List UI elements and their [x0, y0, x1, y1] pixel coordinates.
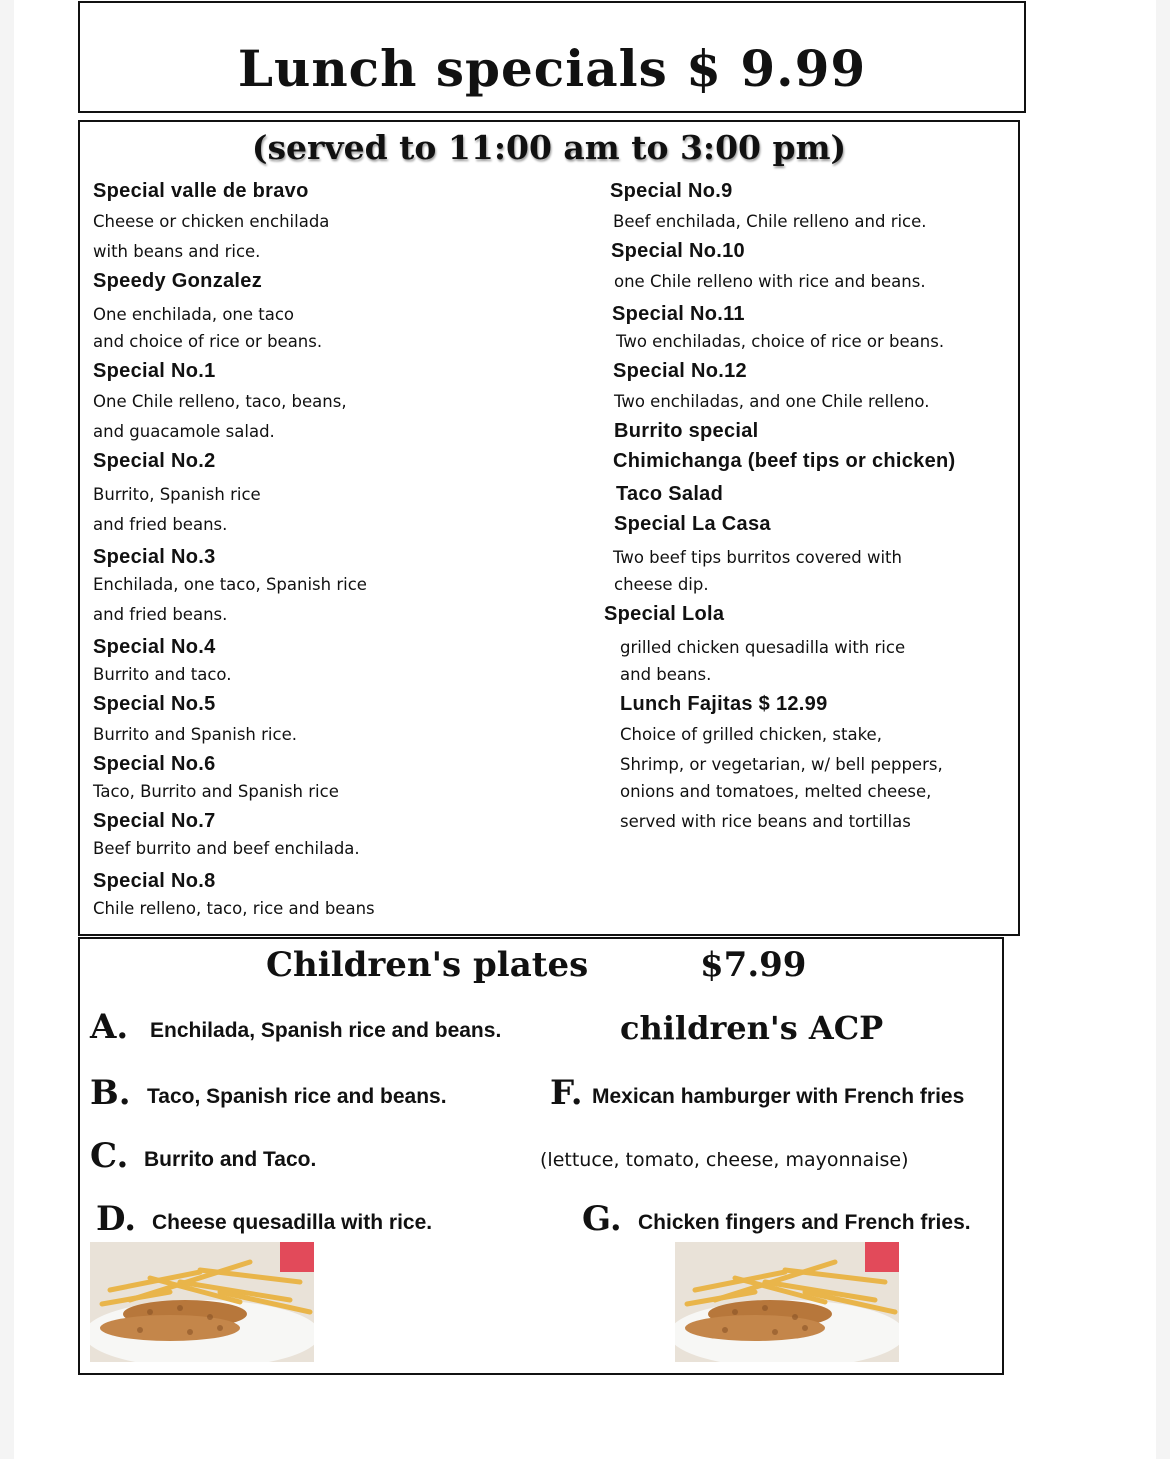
served-hours: (served to 11:00 am to 3:00 pm) [251, 128, 847, 167]
special-description: onions and tomatoes, melted cheese, [620, 782, 932, 801]
special-name: Special No.8 [93, 870, 216, 892]
item-letter: G. [582, 1199, 622, 1239]
child-item: Cheese quesadilla with rice. [152, 1211, 433, 1234]
item-letter: F. [550, 1073, 583, 1113]
special-description: One Chile relleno, taco, beans, [93, 392, 347, 411]
child-item: Chicken fingers and French fries. [638, 1211, 971, 1234]
child-item: Burrito and Taco. [144, 1148, 317, 1171]
special-description: Two enchiladas, and one Chile relleno. [614, 392, 930, 411]
special-description: with beans and rice. [93, 242, 261, 261]
special-description: Shrimp, or vegetarian, w/ bell peppers, [620, 755, 943, 774]
special-name: Special valle de bravo [93, 180, 309, 202]
special-description: Two beef tips burritos covered with [613, 548, 902, 567]
menu-title: Lunch specials $ 9.99 [237, 39, 867, 98]
special-description: cheese dip. [614, 575, 709, 594]
child-item: Taco, Spanish rice and beans. [147, 1085, 447, 1108]
chicken-fingers-photo [675, 1242, 899, 1362]
item-letter: D. [96, 1199, 137, 1239]
special-name: Special No.5 [93, 693, 216, 715]
special-description: Taco, Burrito and Spanish rice [93, 782, 339, 801]
special-name: Special No.3 [93, 546, 216, 568]
special-name: Special No.10 [611, 240, 745, 262]
special-description: served with rice beans and tortillas [620, 812, 911, 831]
special-name: Special Lola [604, 603, 725, 625]
item-letter: C. [90, 1136, 129, 1176]
special-name: Special No.7 [93, 810, 216, 832]
special-name: Special No.12 [613, 360, 747, 382]
chicken-fingers-image [675, 1242, 899, 1362]
special-description: Chile relleno, taco, rice and beans [93, 899, 375, 918]
special-description: grilled chicken quesadilla with rice [620, 638, 906, 657]
special-name: Speedy Gonzalez [93, 270, 262, 292]
special-description: Enchilada, one taco, Spanish rice [93, 575, 367, 594]
special-description: Burrito and Spanish rice. [93, 725, 297, 744]
special-description: Burrito, Spanish rice [93, 485, 261, 504]
special-name: Taco Salad [616, 483, 724, 505]
item-letter: A. [90, 1007, 129, 1047]
special-name: Special La Casa [614, 513, 771, 535]
special-description: Two enchiladas, choice of rice or beans. [616, 332, 945, 351]
special-name: Chimichanga (beef tips or chicken) [613, 450, 956, 472]
special-name: Special No.9 [610, 180, 733, 202]
special-name: Special No.4 [93, 636, 216, 658]
special-description: Cheese or chicken enchilada [93, 212, 330, 231]
chicken-fingers-image [90, 1242, 314, 1362]
child-item: Mexican hamburger with French fries [592, 1085, 965, 1108]
childrens-plates-section [78, 937, 1004, 1375]
chicken-fingers-photo [90, 1242, 314, 1362]
special-description: and guacamole salad. [93, 422, 275, 441]
childrens-title: Children's plates [266, 945, 589, 985]
item-letter: B. [90, 1073, 131, 1113]
special-name: Special No.6 [93, 753, 216, 775]
childrens-price: $7.99 [700, 945, 807, 985]
title-box [78, 1, 1026, 113]
special-description: Beef enchilada, Chile relleno and rice. [613, 212, 927, 231]
lunch-specials-section [78, 120, 1020, 936]
special-description: one Chile relleno with rice and beans. [614, 272, 926, 291]
childrens-acp-title: children's ACP [620, 1009, 884, 1047]
special-description: Burrito and taco. [93, 665, 232, 684]
special-description: and choice of rice or beans. [93, 332, 323, 351]
child-item: Enchilada, Spanish rice and beans. [150, 1019, 502, 1042]
special-name: Burrito special [614, 420, 759, 442]
special-name: Special No.2 [93, 450, 216, 472]
special-name: Lunch Fajitas $ 12.99 [620, 693, 828, 715]
special-name: Special No.11 [612, 303, 745, 325]
special-description: One enchilada, one taco [93, 305, 295, 324]
special-description: Beef burrito and beef enchilada. [93, 839, 360, 858]
hamburger-toppings-note: (lettuce, tomato, cheese, mayonnaise) [540, 1149, 909, 1171]
special-description: and fried beans. [93, 515, 228, 534]
special-description: and fried beans. [93, 605, 228, 624]
special-description: Choice of grilled chicken, stake, [620, 725, 882, 744]
special-name: Special No.1 [93, 360, 216, 382]
special-description: and beans. [620, 665, 712, 684]
